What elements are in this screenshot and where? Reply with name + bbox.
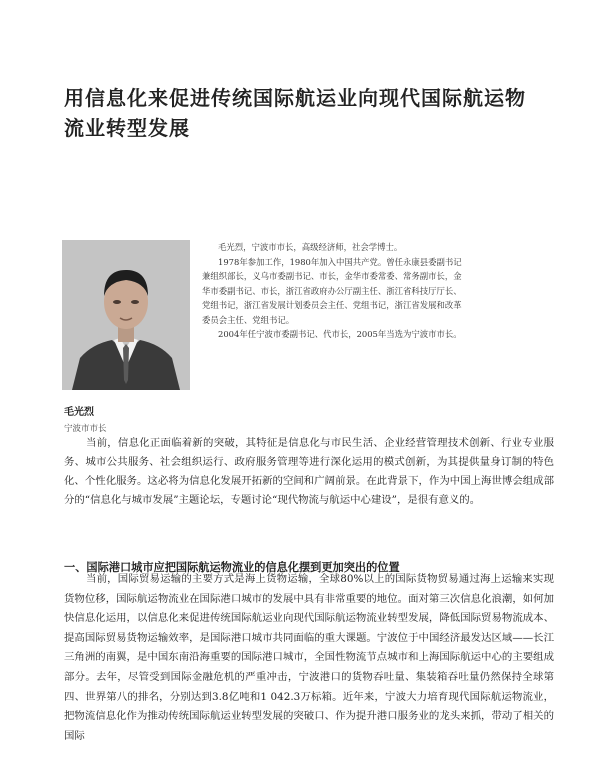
section-body (64, 570, 554, 746)
section-heading: 一、国际港口城市应把国际航运物流业的信息化摆到更加突出的位置 (64, 561, 400, 575)
bio-line: 1978年参加工作，1980年加入中国共产党。曾任永康县委副书记兼组织部长，义乌市委副书记、市长，金华市委常委、常务副市长，金华市委副书记、市长，浙江省政府办公厅副主任、浙江省科技厅厅长、党组书记，浙江省发展计划委员会主任、党组书记，浙江省发展和改革委员会主任、党组书记。 (202, 256, 462, 325)
intro-text: 当前，信息化正面临着新的突破，其特征是信息化与市民生活、企业经营管理技术创新、行业专业服务、城市公共服务、社会组织运行、政府服务管理等进行深化运用的模式创新，为其提供量身订制的特色化、个性化服务。这必将为信息化发展开拓新的空间和广阔前景。在此背景下，作为中国上海世博会组成部分的“信息化与城市发展”主题论坛，专题讨论“现代物流与航运中心建设”，是很有意义的。 (64, 437, 554, 506)
author-photo (62, 240, 190, 390)
author-name: 毛光烈 (64, 407, 94, 418)
intro-paragraph (64, 434, 554, 510)
bio-line: 2004年任宁波市委副书记、代市长，2005年当选为宁波市市长。 (218, 329, 462, 339)
article-title: 用信息化来促进传统国际航运业向现代国际航运物流业转型发展 (64, 86, 526, 141)
bio-line: 毛光烈，宁波市市长，高级经济师，社会学博士。 (218, 242, 403, 252)
portrait-image (62, 240, 190, 390)
section-paragraph: 当前，国际贸易运输的主要方式是海上货物运输，全球80%以上的国际货物贸易通过海上运输来实现货物位移，国际航运物流业在国际港口城市的发展中具有非常重要的地位。面对第三次信息化浪潮，如何加快信息化运用，以信息化来促进传统国际航运业向现代国际航运物流业转型发展，降低国际贸易物流成本、提高国际贸易货物运输效率，是国际港口城市共同面临的重大课题。宁波位于中国经济最发达区域——长江三角洲的南翼，是中国东南沿海重要的国际港口城市，全国性物流节点城市和上海国际航运中心的主要组成部分。去年，尽管受到国际金融危机的严重冲击，宁波港口的货物吞吐量、集装箱吞吐量仍然保持全球第四、世界第八的排名，分别达到3.8亿吨和1 042.3万标箱。近年来，宁波大力培育现代国际航运物流业，把物流信息化作为推动传统国际航运业转型发展的突破口、作为提升港口服务业的龙头来抓，带动了相关的国际 (64, 573, 554, 742)
author-title: 宁波市市长 (64, 424, 107, 434)
author-bio (202, 240, 464, 342)
